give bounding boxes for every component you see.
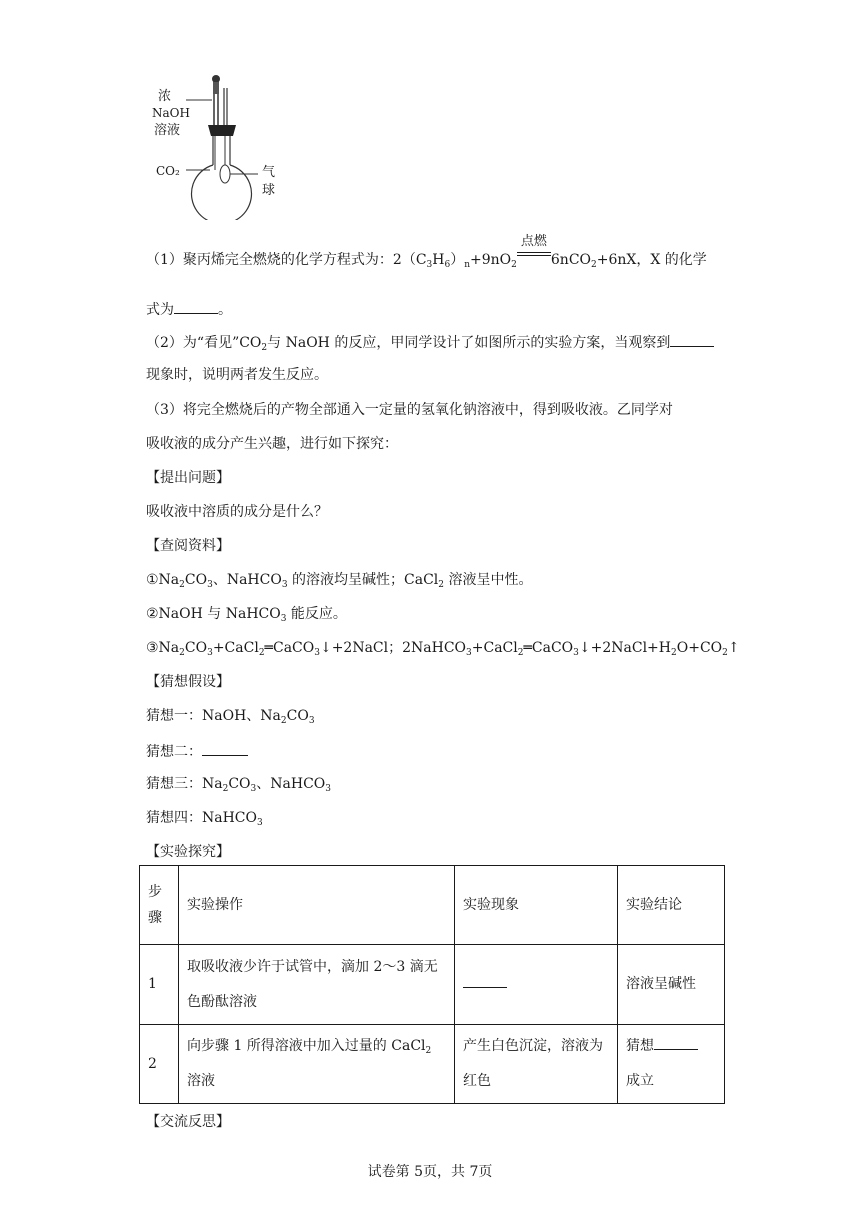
header-operation: 实验操作 — [179, 866, 455, 945]
reference-1: $①Na_2CO_3$、NaHCO$_3$ 的溶液均呈碱性；CaCl$_2$ 溶液呈中性。 — [146, 572, 533, 590]
q2-line-1: （2）为“看见$”CO_2$与 NaOH 的反应，甲同学设计了如图所示的实验方案，当观察到 — [146, 334, 714, 350]
guess-1: 猜想一：NaOH、$Na_2CO_3$ — [146, 708, 315, 726]
guess-4: 猜想四：NaHCO$_3$ — [146, 810, 263, 828]
answer-blank[interactable] — [670, 334, 714, 347]
figure-label-gas: CO₂ — [156, 164, 180, 178]
header-step: 步 骤 — [140, 866, 179, 945]
answer-blank[interactable] — [174, 301, 218, 314]
table-header-row — [140, 866, 725, 945]
row1-operation: 取吸收液少许于试管中，滴加 2～3 滴无 色酚酞溶液 — [179, 945, 455, 1025]
q1-line-2: 式为 。 — [146, 302, 232, 318]
row2-step: 2 — [140, 1025, 179, 1104]
q1-line-1: （1）聚丙烯完全燃烧的化学方程式为：$2(C_3H_6)_n+9nO_2$ 点燃 6nCO$_2$+6nX，X 的化学 — [146, 234, 707, 270]
q3-line-1: （3）将完全燃烧后的产物全部通入一定量的氢氧化钠溶液中，得到吸收液。乙同学对 — [146, 402, 673, 418]
reference-3: $③Na_2CO_3+CaCl_2═CaCO_3↓+2NaCl$；$2NaHCO_3+CaCl_2═CaCO_3↓+2NaCl+H_2O+CO_2↑$ — [146, 640, 740, 658]
figure-label-3: 溶液 — [154, 123, 181, 138]
section-reflection: 【交流反思】 — [146, 1114, 230, 1130]
reaction-condition: 点燃 — [520, 234, 547, 249]
flask-diagram — [150, 70, 290, 220]
answer-blank[interactable] — [202, 743, 248, 756]
row1-step: 1 — [140, 945, 179, 1025]
apparatus-figure — [150, 70, 290, 220]
figure-label-1: 浓 — [158, 89, 172, 104]
section-hypothesis: 【猜想假设】 — [146, 674, 230, 690]
section-question: 【提出问题】 — [146, 470, 230, 486]
row1-phenomenon — [455, 945, 618, 1025]
row2-phenomenon: 产生白色沉淀，溶液为 红色 — [455, 1025, 618, 1104]
figure-label-2: NaOH — [152, 106, 190, 120]
question-text: 吸收液中溶质的成分是什么？ — [146, 504, 328, 520]
page-footer: 试卷第 5页，共 7页 — [367, 1164, 493, 1180]
row2-operation: 向步骤 1 所得溶液中加入过量的 CaCl$_2$ 溶液 — [179, 1025, 455, 1104]
figure-label-balloon-2: 球 — [262, 183, 276, 198]
row1-conclusion: 溶液呈碱性 — [618, 945, 725, 1025]
section-reference: 【查阅资料】 — [146, 538, 230, 554]
answer-blank[interactable] — [654, 1037, 698, 1050]
guess-3: 猜想三：$Na_2CO_3$、NaHCO$_3$ — [146, 776, 332, 794]
q2-line-2: 现象时，说明两者发生反应。 — [146, 367, 328, 383]
reference-2: ②NaOH 与 NaHCO$_3$ 能反应。 — [146, 606, 347, 624]
answer-blank[interactable] — [463, 975, 507, 988]
guess-2: 猜想二： — [146, 743, 248, 759]
table-row — [140, 945, 725, 1025]
table-row — [140, 1025, 725, 1104]
figure-label-balloon-1: 气 — [262, 165, 276, 180]
reaction-arrow — [517, 234, 551, 264]
header-conclusion: 实验结论 — [618, 866, 725, 945]
q3-line-2: 吸收液的成分产生兴趣，进行如下探究： — [146, 436, 398, 452]
header-phenomenon: 实验现象 — [455, 866, 618, 945]
section-experiment: 【实验探究】 — [146, 844, 230, 860]
row2-conclusion: 猜想 成立 — [618, 1025, 725, 1104]
experiment-table — [139, 865, 725, 1104]
